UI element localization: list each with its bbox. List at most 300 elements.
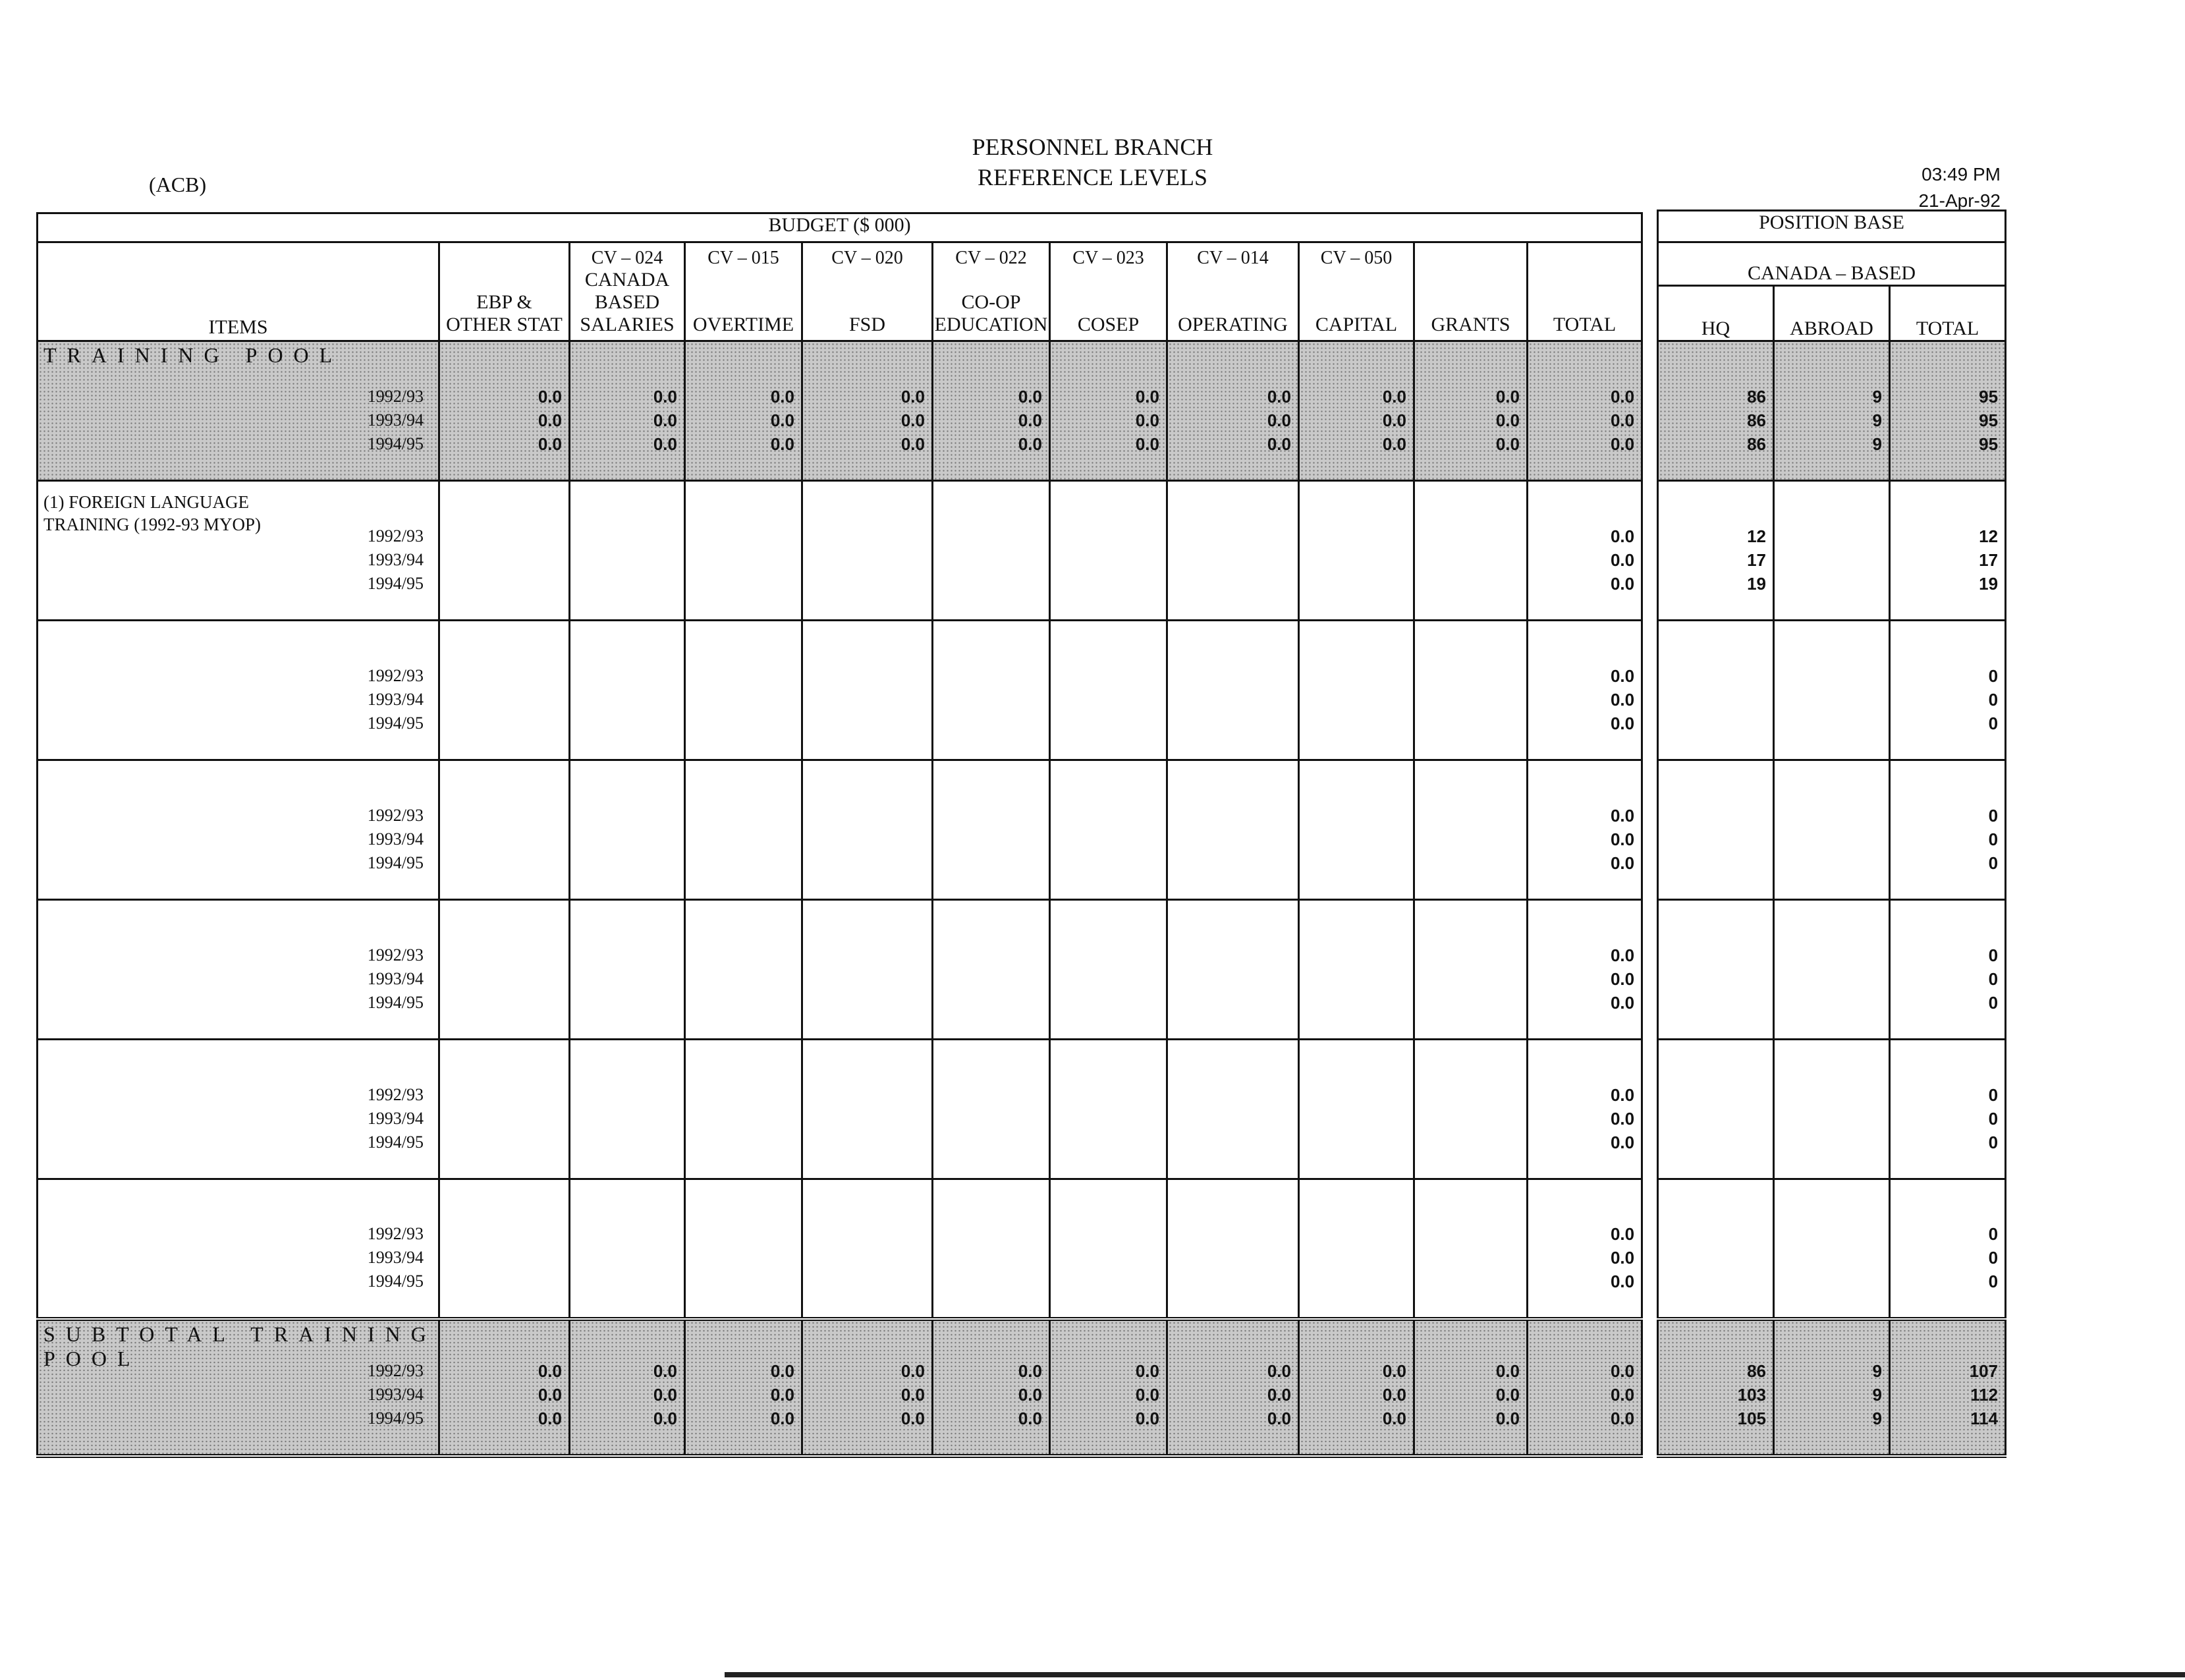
budget-cell bbox=[685, 1040, 802, 1179]
value: 0 bbox=[1988, 1223, 1999, 1244]
year-label: 1993/94 bbox=[367, 1384, 424, 1404]
value: 0 bbox=[1988, 993, 1999, 1013]
value: 0.0 bbox=[1610, 434, 1635, 454]
value: 0.0 bbox=[1495, 434, 1520, 454]
position-cell bbox=[1890, 760, 2006, 900]
item-cell bbox=[38, 1179, 439, 1319]
table-row bbox=[1658, 1179, 2006, 1319]
value: 0.0 bbox=[1495, 1408, 1520, 1428]
position-column-header: TOTAL bbox=[1890, 286, 2006, 341]
value: 0 bbox=[1988, 1109, 1999, 1129]
budget-column-header bbox=[685, 242, 802, 341]
value: 0.0 bbox=[1495, 387, 1520, 406]
year-list bbox=[368, 943, 424, 1015]
value: 103 bbox=[1737, 1384, 1766, 1405]
value: 0.0 bbox=[1382, 1384, 1406, 1405]
value: 0.0 bbox=[900, 1408, 925, 1428]
value: 95 bbox=[1979, 387, 1999, 406]
value: 0.0 bbox=[1610, 1223, 1635, 1244]
budget-cell bbox=[1299, 1319, 1414, 1456]
budget-cell bbox=[685, 1179, 802, 1319]
value: 0.0 bbox=[1018, 410, 1042, 430]
value: 112 bbox=[1970, 1384, 1999, 1405]
budget-cell bbox=[570, 481, 685, 621]
budget-cell bbox=[933, 1319, 1050, 1456]
items-header-label: ITEMS bbox=[208, 316, 268, 338]
budget-cell bbox=[1414, 760, 1528, 900]
value: 86 bbox=[1747, 434, 1766, 454]
position-cell bbox=[1658, 481, 1774, 621]
position-group-header: POSITION BASE bbox=[1658, 211, 2006, 242]
budget-cell bbox=[933, 621, 1050, 760]
value: 0.0 bbox=[653, 1360, 677, 1381]
table-row bbox=[38, 900, 1642, 1040]
year-label: 1992/93 bbox=[367, 526, 424, 546]
acb-label: (ACB) bbox=[149, 173, 207, 196]
items-header bbox=[38, 242, 439, 341]
year-label: 1994/95 bbox=[367, 1408, 424, 1428]
budget-cell bbox=[933, 481, 1050, 621]
year-list bbox=[368, 1359, 424, 1430]
position-column-header: HQ bbox=[1658, 286, 1774, 341]
report-title bbox=[0, 132, 2185, 192]
item-label: (1) FOREIGN LANGUAGE TRAINING (1992-93 MYOP) bbox=[43, 492, 261, 534]
column-label: CAPITAL bbox=[1315, 314, 1398, 335]
year-label: 1992/93 bbox=[367, 806, 424, 825]
table-row bbox=[1658, 481, 2006, 621]
budget-cell bbox=[1050, 900, 1167, 1040]
budget-cell bbox=[439, 900, 570, 1040]
value: 0.0 bbox=[1610, 550, 1635, 570]
budget-cell bbox=[933, 341, 1050, 481]
value: 0.0 bbox=[1135, 1360, 1159, 1381]
budget-cell bbox=[1299, 900, 1414, 1040]
value: 114 bbox=[1970, 1408, 1999, 1428]
value: 17 bbox=[1747, 550, 1766, 570]
value: 0.0 bbox=[653, 1408, 677, 1428]
budget-cell bbox=[802, 1040, 933, 1179]
year-label: 1993/94 bbox=[367, 969, 424, 988]
item-label: SUBTOTAL TRAINING POOL bbox=[43, 1322, 437, 1370]
budget-cell bbox=[1414, 481, 1528, 621]
value: 0.0 bbox=[538, 1408, 562, 1428]
value: 0.0 bbox=[1610, 387, 1635, 406]
value: 0.0 bbox=[1610, 806, 1635, 826]
value: 95 bbox=[1979, 434, 1999, 454]
budget-cell bbox=[439, 1040, 570, 1179]
column-label: OPERATING bbox=[1178, 314, 1288, 335]
timestamp bbox=[1918, 161, 2001, 214]
value: 17 bbox=[1979, 550, 1999, 570]
year-label: 1994/95 bbox=[367, 434, 424, 453]
value: 0.0 bbox=[770, 1360, 794, 1381]
budget-cell bbox=[439, 1179, 570, 1319]
budget-cell bbox=[1299, 1179, 1414, 1319]
value: 0.0 bbox=[1382, 387, 1406, 406]
value: 0.0 bbox=[1495, 1360, 1520, 1381]
value: 0 bbox=[1988, 714, 1999, 733]
value: 0.0 bbox=[1135, 434, 1159, 454]
budget-cell bbox=[1414, 1319, 1528, 1456]
value: 0.0 bbox=[770, 1384, 794, 1405]
year-list bbox=[368, 1083, 424, 1154]
position-cell bbox=[1774, 481, 1890, 621]
column-code: CV – 014 bbox=[1197, 248, 1269, 268]
value: 0.0 bbox=[770, 434, 794, 454]
value: 0.0 bbox=[653, 387, 677, 406]
value: 107 bbox=[1969, 1360, 1999, 1381]
value: 0.0 bbox=[1135, 1384, 1159, 1405]
year-label: 1993/94 bbox=[367, 410, 424, 430]
value: 0.0 bbox=[900, 1384, 925, 1405]
budget-cell bbox=[1167, 341, 1299, 481]
value: 0 bbox=[1988, 945, 1999, 965]
year-label: 1992/93 bbox=[367, 945, 424, 965]
shaded-row bbox=[38, 341, 1642, 481]
value: 0.0 bbox=[770, 410, 794, 430]
budget-cell bbox=[570, 621, 685, 760]
position-cell bbox=[1774, 341, 1890, 481]
budget-cell bbox=[1299, 760, 1414, 900]
value: 0.0 bbox=[1610, 714, 1635, 733]
value: 0.0 bbox=[1267, 1384, 1291, 1405]
column-code: CV – 015 bbox=[707, 248, 779, 268]
value: 0.0 bbox=[1382, 1360, 1406, 1381]
budget-column-header bbox=[1414, 242, 1528, 341]
value: 0.0 bbox=[1267, 1360, 1291, 1381]
canada-based-header: CANADA – BASED bbox=[1658, 242, 2006, 286]
item-cell bbox=[38, 1319, 439, 1456]
year-label: 1992/93 bbox=[367, 387, 424, 406]
value: 0 bbox=[1988, 1247, 1999, 1268]
value: 0.0 bbox=[1267, 1408, 1291, 1428]
value: 0.0 bbox=[1382, 434, 1406, 454]
year-label: 1994/95 bbox=[367, 714, 424, 733]
budget-cell bbox=[1299, 1040, 1414, 1179]
budget-cell bbox=[802, 481, 933, 621]
budget-cell bbox=[1528, 621, 1642, 760]
budget-cell bbox=[570, 1179, 685, 1319]
value: 0.0 bbox=[538, 387, 562, 406]
budget-cell bbox=[1299, 621, 1414, 760]
value: 0.0 bbox=[1267, 434, 1291, 454]
column-label: CANADA BASED SALARIES bbox=[580, 269, 675, 335]
budget-cell bbox=[439, 481, 570, 621]
year-label: 1994/95 bbox=[367, 574, 424, 593]
position-cell bbox=[1890, 1040, 2006, 1179]
table-row bbox=[1658, 900, 2006, 1040]
year-label: 1993/94 bbox=[367, 550, 424, 569]
year-label: 1994/95 bbox=[367, 1271, 424, 1291]
year-list bbox=[368, 524, 424, 596]
budget-cell bbox=[1299, 341, 1414, 481]
value: 105 bbox=[1737, 1408, 1766, 1428]
budget-column-header bbox=[802, 242, 933, 341]
value: 86 bbox=[1747, 410, 1766, 430]
table-row bbox=[1658, 621, 2006, 760]
budget-group-header: BUDGET ($ 000) bbox=[38, 213, 1642, 242]
budget-cell bbox=[933, 1179, 1050, 1319]
budget-cell bbox=[439, 621, 570, 760]
budget-cell bbox=[1050, 621, 1167, 760]
budget-cell bbox=[1050, 341, 1167, 481]
table-row bbox=[1658, 1040, 2006, 1179]
value: 86 bbox=[1747, 1360, 1766, 1381]
budget-cell bbox=[1528, 481, 1642, 621]
year-list bbox=[368, 385, 424, 456]
page-edge-line bbox=[725, 1672, 2185, 1677]
value: 0.0 bbox=[1018, 1408, 1042, 1428]
budget-cell bbox=[685, 760, 802, 900]
value: 0.0 bbox=[1610, 690, 1635, 710]
value: 0.0 bbox=[1610, 574, 1635, 594]
value: 0.0 bbox=[900, 1360, 925, 1381]
value: 0.0 bbox=[538, 1384, 562, 1405]
budget-cell bbox=[570, 900, 685, 1040]
position-cell bbox=[1774, 900, 1890, 1040]
value: 9 bbox=[1872, 410, 1882, 430]
budget-cell bbox=[1414, 341, 1528, 481]
item-cell bbox=[38, 341, 439, 481]
value: 0 bbox=[1988, 1085, 1999, 1105]
value: 0.0 bbox=[1610, 1408, 1635, 1428]
budget-cell bbox=[933, 1040, 1050, 1179]
budget-column-header bbox=[1528, 242, 1642, 341]
value: 0.0 bbox=[1267, 410, 1291, 430]
value: 0.0 bbox=[1135, 410, 1159, 430]
budget-cell bbox=[1528, 1319, 1642, 1456]
budget-column-header bbox=[1299, 242, 1414, 341]
budget-cell bbox=[802, 760, 933, 900]
table-row bbox=[38, 621, 1642, 760]
budget-cell bbox=[1167, 760, 1299, 900]
value: 0 bbox=[1988, 806, 1999, 826]
budget-cell bbox=[802, 341, 933, 481]
budget-cell bbox=[1528, 1179, 1642, 1319]
budget-cell bbox=[1528, 900, 1642, 1040]
value: 12 bbox=[1979, 526, 1999, 546]
value: 0.0 bbox=[1018, 434, 1042, 454]
budget-cell bbox=[802, 621, 933, 760]
column-code: CV – 022 bbox=[955, 248, 1027, 268]
column-code: CV – 050 bbox=[1320, 248, 1393, 268]
table-row bbox=[38, 481, 1642, 621]
budget-cell bbox=[439, 1319, 570, 1456]
budget-cell bbox=[1167, 1319, 1299, 1456]
value: 9 bbox=[1872, 1384, 1882, 1405]
budget-cell bbox=[570, 760, 685, 900]
position-cell bbox=[1890, 621, 2006, 760]
value: 0.0 bbox=[770, 1408, 794, 1428]
budget-cell bbox=[1050, 1319, 1167, 1456]
budget-cell bbox=[1167, 481, 1299, 621]
budget-cell bbox=[1167, 1179, 1299, 1319]
position-base-table bbox=[1657, 210, 2006, 1458]
budget-table bbox=[36, 212, 1643, 1458]
table-row bbox=[38, 1040, 1642, 1179]
value: 0.0 bbox=[1495, 1384, 1520, 1405]
value: 0.0 bbox=[1610, 666, 1635, 686]
item-cell bbox=[38, 900, 439, 1040]
value: 19 bbox=[1747, 574, 1766, 594]
value: 0.0 bbox=[653, 434, 677, 454]
item-cell bbox=[38, 1040, 439, 1179]
value: 0.0 bbox=[1495, 410, 1520, 430]
report-time: 03:49 PM bbox=[1922, 164, 2001, 184]
table-row bbox=[38, 760, 1642, 900]
budget-cell bbox=[802, 1319, 933, 1456]
column-code: CV – 020 bbox=[831, 248, 903, 268]
budget-cell bbox=[1414, 900, 1528, 1040]
column-code: CV – 024 bbox=[591, 248, 663, 268]
value: 0.0 bbox=[1018, 1360, 1042, 1381]
budget-cell bbox=[802, 900, 933, 1040]
year-label: 1994/95 bbox=[367, 1133, 424, 1152]
column-code: CV – 023 bbox=[1072, 248, 1144, 268]
value: 0 bbox=[1988, 690, 1999, 710]
value: 0.0 bbox=[1610, 410, 1635, 430]
column-label: FSD bbox=[848, 314, 886, 335]
report-date: 21-Apr-92 bbox=[1918, 190, 2001, 211]
budget-cell bbox=[1050, 760, 1167, 900]
year-label: 1993/94 bbox=[367, 690, 424, 709]
value: 0.0 bbox=[1610, 1384, 1635, 1405]
column-label: CO-OP EDUCATION bbox=[934, 291, 1048, 335]
value: 0.0 bbox=[1135, 1408, 1159, 1428]
position-cell bbox=[1658, 900, 1774, 1040]
position-cell bbox=[1890, 341, 2006, 481]
shaded-row bbox=[1658, 1319, 2006, 1456]
value: 0.0 bbox=[1610, 1360, 1635, 1381]
value: 0.0 bbox=[1610, 1133, 1635, 1152]
year-label: 1994/95 bbox=[367, 993, 424, 1012]
budget-cell bbox=[570, 1040, 685, 1179]
budget-cell bbox=[685, 341, 802, 481]
value: 0.0 bbox=[900, 434, 925, 454]
position-column-header: ABROAD bbox=[1774, 286, 1890, 341]
year-label: 1993/94 bbox=[367, 1109, 424, 1128]
budget-cell bbox=[439, 341, 570, 481]
value: 0.0 bbox=[1610, 969, 1635, 989]
budget-cell bbox=[1414, 621, 1528, 760]
year-list bbox=[368, 664, 424, 735]
value: 0.0 bbox=[538, 410, 562, 430]
year-label: 1992/93 bbox=[367, 1085, 424, 1104]
budget-cell bbox=[1167, 621, 1299, 760]
value: 0.0 bbox=[1267, 387, 1291, 406]
value: 95 bbox=[1979, 410, 1999, 430]
budget-cell bbox=[1414, 1179, 1528, 1319]
value: 9 bbox=[1872, 1408, 1882, 1428]
value: 0.0 bbox=[538, 1360, 562, 1381]
value: 0 bbox=[1988, 853, 1999, 873]
budget-cell bbox=[570, 1319, 685, 1456]
column-label: GRANTS bbox=[1431, 314, 1510, 335]
shaded-row bbox=[1658, 341, 2006, 481]
position-cell bbox=[1658, 1040, 1774, 1179]
value: 0.0 bbox=[1610, 526, 1635, 546]
value: 9 bbox=[1872, 387, 1882, 406]
column-label: OVERTIME bbox=[692, 314, 794, 335]
value: 0 bbox=[1988, 666, 1999, 686]
value: 0.0 bbox=[1382, 1408, 1406, 1428]
year-label: 1994/95 bbox=[367, 853, 424, 872]
value: 0.0 bbox=[1610, 945, 1635, 965]
year-list bbox=[368, 1222, 424, 1293]
budget-cell bbox=[1167, 1040, 1299, 1179]
value: 0 bbox=[1988, 1271, 1999, 1291]
item-cell bbox=[38, 621, 439, 760]
budget-cell bbox=[1050, 1040, 1167, 1179]
budget-cell bbox=[1167, 900, 1299, 1040]
value: 0.0 bbox=[653, 410, 677, 430]
value: 0.0 bbox=[900, 387, 925, 406]
item-cell bbox=[38, 481, 439, 621]
budget-column-header bbox=[933, 242, 1050, 341]
value: 0.0 bbox=[1610, 1247, 1635, 1268]
value: 0.0 bbox=[1610, 1085, 1635, 1105]
budget-cell bbox=[1528, 760, 1642, 900]
budget-cell bbox=[439, 760, 570, 900]
budget-cell bbox=[1050, 1179, 1167, 1319]
position-cell bbox=[1658, 1319, 1774, 1456]
value: 0.0 bbox=[770, 387, 794, 406]
budget-column-header bbox=[1050, 242, 1167, 341]
value: 9 bbox=[1872, 434, 1882, 454]
budget-column-header bbox=[1167, 242, 1299, 341]
value: 0.0 bbox=[1135, 387, 1159, 406]
budget-cell bbox=[1299, 481, 1414, 621]
item-cell bbox=[38, 760, 439, 900]
budget-cell bbox=[802, 1179, 933, 1319]
value: 0.0 bbox=[1610, 1109, 1635, 1129]
budget-column-header bbox=[439, 242, 570, 341]
value: 9 bbox=[1872, 1360, 1882, 1381]
budget-cell bbox=[1414, 1040, 1528, 1179]
budget-cell bbox=[685, 621, 802, 760]
title-line-1: PERSONNEL BRANCH bbox=[972, 134, 1213, 160]
position-cell bbox=[1658, 760, 1774, 900]
position-cell bbox=[1890, 481, 2006, 621]
value: 19 bbox=[1979, 574, 1999, 594]
value: 0.0 bbox=[538, 434, 562, 454]
position-cell bbox=[1774, 760, 1890, 900]
budget-cell bbox=[570, 341, 685, 481]
shaded-row bbox=[38, 1319, 1642, 1456]
table-row bbox=[38, 1179, 1642, 1319]
budget-cell bbox=[1528, 1040, 1642, 1179]
budget-cell bbox=[685, 900, 802, 1040]
year-label: 1992/93 bbox=[367, 666, 424, 685]
value: 0.0 bbox=[1382, 410, 1406, 430]
budget-cell bbox=[933, 760, 1050, 900]
year-label: 1993/94 bbox=[367, 1247, 424, 1267]
value: 0.0 bbox=[900, 410, 925, 430]
budget-cell bbox=[685, 1319, 802, 1456]
position-cell bbox=[1890, 900, 2006, 1040]
value: 0 bbox=[1988, 969, 1999, 989]
value: 0.0 bbox=[1610, 853, 1635, 873]
column-label: EBP & OTHER STAT bbox=[446, 291, 563, 335]
value: 0.0 bbox=[1610, 993, 1635, 1013]
column-label: COSEP bbox=[1077, 314, 1140, 335]
position-cell bbox=[1890, 1319, 2006, 1456]
year-label: 1993/94 bbox=[367, 829, 424, 849]
position-cell bbox=[1658, 1179, 1774, 1319]
value: 0 bbox=[1988, 829, 1999, 849]
position-cell bbox=[1774, 1179, 1890, 1319]
position-cell bbox=[1774, 1040, 1890, 1179]
